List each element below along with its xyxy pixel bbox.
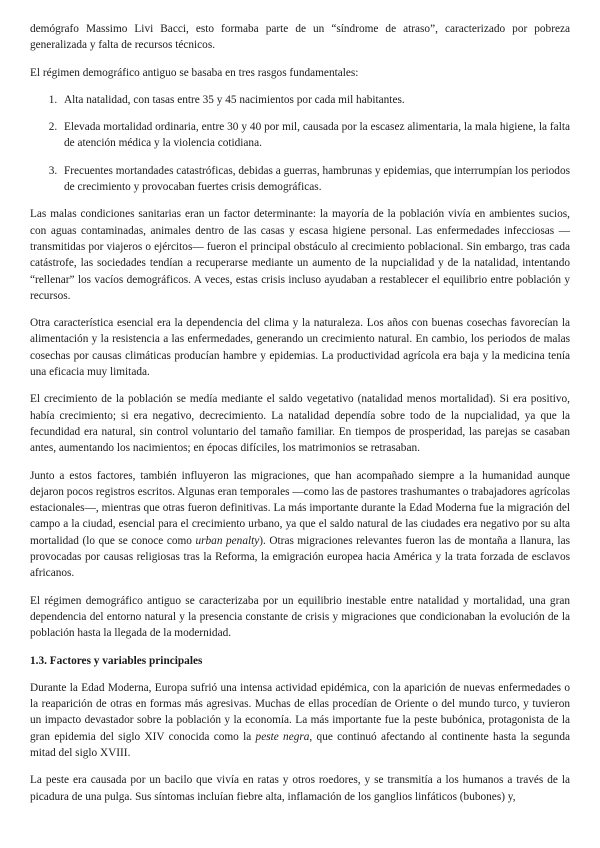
text-run: Junto a estos factores, también influyeron las migraciones, que han acompañado siempre a la humanidad aunque dejaron pocos registros escritos. Algunas eran temporales —como las de pastores trashumantes o trabajadores agrícolas estacionales—, mientras que otras fueron definitivas. La más importante durante la Edad Moderna fue la migración del campo a la ciudad, esencial para el crecimiento urbano, ya que el saldo natural de las ciudades era negativo por su alta mortalidad (lo que se conoce como — [30, 469, 570, 547]
text-run: , que continuó afectando al continente hasta la segunda mitad del siglo XVIII. — [30, 730, 570, 759]
paragraph: Las malas condiciones sanitarias eran un factor determinante: la mayoría de la población vivía en ambientes sucios, con aguas contaminadas, animales dentro de las casas y escasa higiene personal. Las enfermedades infecciosas —transmitidas por viajeros o ejércitos— fueron el principal obstáculo al crecimiento poblacional. Sin embargo, tras cada catástrofe, las sociedades tendían a recuperarse mediante un aumento de la nupcialidad y de la natalidad, intentando “rellenar” los vacíos demográficos. A veces, estas crisis incluso ayudaban a restablecer el equilibrio entre población y recursos. — [30, 208, 570, 302]
list-item: 2. Elevada mortalidad ordinaria, entre 30 y 40 por mil, causada por la escasez alimentaria, la mala higiene, la falta de atención médica y la violencia cotidiana. — [60, 119, 570, 152]
paragraph: El régimen demográfico antiguo se caracterizaba por un equilibrio inestable entre natalidad y mortalidad, una gran dependencia del entorno natural y la presencia constante de crisis y migraciones que condicionaban la evolución de la población hasta la llegada de la modernidad. — [30, 594, 570, 640]
paragraph — [30, 680, 570, 761]
text-run: ). Otras migraciones relevantes fueron las de montaña a llanura, las provocadas por causas religiosas tras la Reforma, la emigración europea hacia América y la trata forzada de esclavos africanos. — [30, 534, 570, 580]
paragraph: El crecimiento de la población se medía mediante el saldo vegetativo (natalidad menos mortalidad). Si era positivo, había crecimiento; si era negativo, decrecimiento. La natalidad dependía sobre todo de la nupcialidad, ya que la fecundidad era natural, sin control voluntario del tamaño familiar. En tiempos de prosperidad, las parejas se casaban antes, aumentando los nacimientos; en épocas difíciles, los matrimonios se retrasaban. — [30, 393, 570, 455]
numbered-list — [30, 92, 570, 195]
list-item: 3. Frecuentes mortandades catastróficas, debidas a guerras, hambrunas y epidemias, que interrumpían los periodos de crecimiento y provocaban fuertes crisis demográficas. — [60, 163, 570, 196]
text-run: Durante la Edad Moderna, Europa sufrió una intensa actividad epidémica, con la aparición de nuevas enfermedades o la reaparición de otras en formas más agresivas. Muchas de ellas procedían de Oriente o del mundo turco, y tuvieron un impacto devastador sobre la población y la economía. La más importante fue la peste bubónica, protagonista de la gran epidemia del siglo XIV conocida como la — [30, 681, 570, 743]
paragraph: La peste era causada por un bacilo que vivía en ratas y otros roedores, y se transmitía a los humanos a través de la picadura de una pulga. Sus síntomas incluían fiebre alta, inflamación de los ganglios linfáticos (bubones) y, — [30, 774, 570, 803]
paragraph: El régimen demográfico antiguo se basaba en tres rasgos fundamentales: — [30, 66, 359, 79]
italic-term: urban penalty — [195, 534, 260, 547]
paragraph: Otra característica esencial era la dependencia del clima y la naturaleza. Los años con buenas cosechas favorecían la alimentación y la resistencia a las enfermedades, generando un crecimiento natural. En cambio, los periodos de malas cosechas por causas climáticas producían hambre y epidemias. La productividad agrícola era baja y la medicina tenía una eficacia muy limitada. — [30, 317, 570, 379]
italic-term: peste negra — [255, 730, 310, 743]
list-item: 1. Alta natalidad, con tasas entre 35 y 45 nacimientos por cada mil habitantes. — [60, 92, 570, 108]
paragraph — [30, 468, 570, 582]
section-heading: 1.3. Factores y variables principales — [30, 654, 203, 667]
paragraph: demógrafo Massimo Livi Bacci, esto formaba parte de un “síndrome de atraso”, caracterizado por pobreza generalizada y falta de recursos técnicos. — [30, 23, 570, 52]
